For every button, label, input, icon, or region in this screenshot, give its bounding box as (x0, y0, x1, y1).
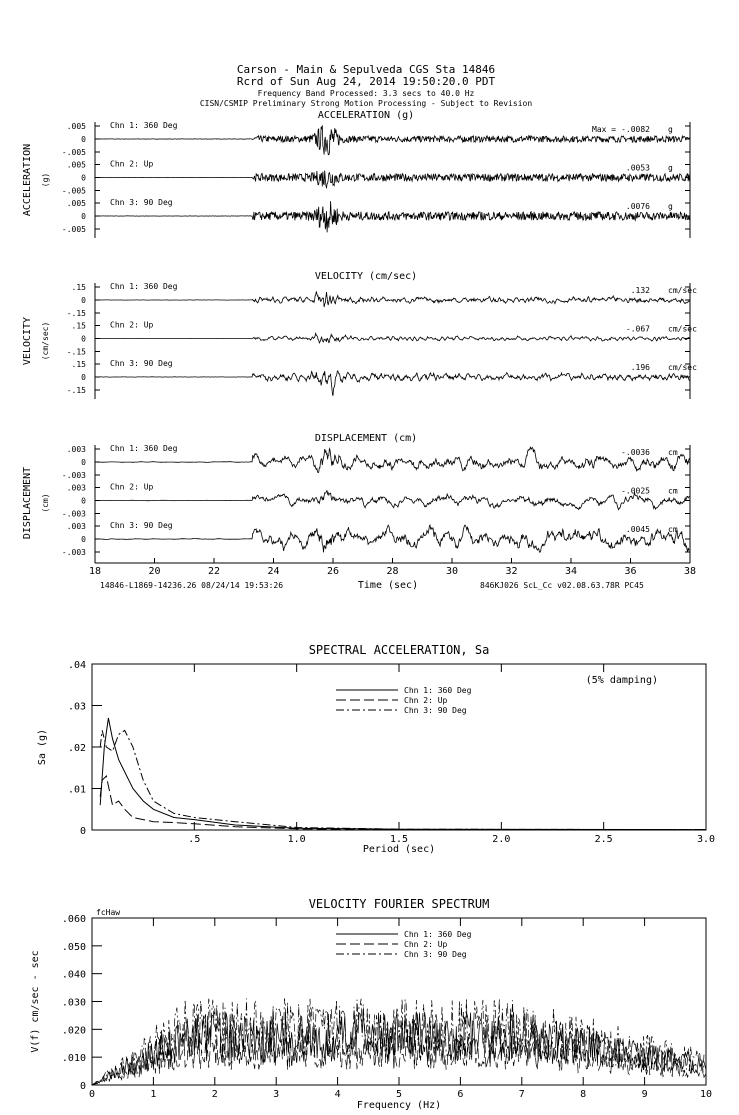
x-tick-label: 36 (624, 566, 637, 577)
y-tick-label: -.15 (66, 386, 86, 395)
y-tick-label: .005 (66, 122, 86, 131)
x-tick-label: 2.0 (492, 834, 511, 845)
x-tick-label: 30 (445, 566, 459, 577)
y-tick-label: .003 (66, 522, 86, 531)
y-tick-label: 0 (81, 212, 86, 221)
panel-title: VELOCITY (cm/sec) (314, 271, 418, 282)
header-station: Carson - Main & Sepulveda CGS Sta 14846 (236, 63, 496, 76)
time-axis-label: Time (sec) (357, 580, 419, 591)
y-axis-label: Sa (g) (37, 728, 48, 766)
y-tick-label: 0 (81, 535, 86, 544)
channel-label: Chn 3: 90 Deg (110, 359, 173, 368)
header-record-time: Rcrd of Sun Aug 24, 2014 19:50:20.0 PDT (236, 75, 496, 88)
y-tick-label: .15 (71, 283, 86, 292)
panel-title: DISPLACEMENT (cm) (314, 433, 418, 444)
panel-title: ACCELERATION (g) (317, 110, 415, 121)
max-unit: cm (668, 525, 678, 534)
channel-label: Chn 3: 90 Deg (110, 198, 173, 207)
y-tick-label: -.003 (61, 548, 86, 557)
y-tick-label: -.003 (61, 509, 86, 519)
x-tick-label: 6 (457, 1089, 464, 1100)
x-tick-label: 2 (211, 1089, 218, 1100)
x-tick-label: 8 (580, 1089, 587, 1100)
max-value: -.067 (625, 324, 650, 334)
y-tick-label: -.15 (66, 347, 86, 357)
x-tick-label: 32 (505, 566, 518, 577)
x-tick-label: 20 (148, 566, 161, 577)
plot-title: VELOCITY FOURIER SPECTRUM (308, 897, 490, 911)
x-tick-label: 1.0 (287, 834, 306, 845)
max-value: .0076 (625, 202, 650, 211)
legend-label: Chn 2: Up (404, 696, 448, 705)
trace-2-2 (95, 525, 689, 552)
channel-label: Chn 2: Up (110, 482, 154, 492)
y-tick-label: -.005 (61, 186, 86, 196)
x-tick-label: 9 (641, 1089, 648, 1100)
max-value: .196 (630, 363, 650, 372)
y-tick-label: 0 (79, 1081, 86, 1092)
panel-y-label: ACCELERATION (22, 143, 33, 217)
time-footer (100, 580, 644, 591)
max-unit: cm (668, 448, 678, 457)
max-unit: cm/sec (668, 324, 697, 334)
trace-2-0 (95, 447, 689, 472)
x-tick-label: 1.5 (389, 834, 409, 845)
y-tick-label: .030 (61, 997, 86, 1009)
y-tick-label: -.003 (61, 471, 86, 480)
y-tick-label: .15 (71, 360, 86, 369)
trace-1-2 (95, 371, 689, 396)
max-unit: g (668, 163, 673, 173)
y-tick-label: .02 (67, 743, 86, 754)
trace-0-1 (95, 171, 689, 189)
max-value: -.0025 (621, 486, 650, 496)
header-band: Frequency Band Processed: 3.3 secs to 40.0 Hz (257, 89, 475, 98)
max-unit: g (668, 202, 673, 211)
time-history-panel-2 (22, 433, 696, 577)
legend-label: Chn 3: 90 Deg (404, 950, 467, 959)
y-tick-label: .003 (66, 445, 86, 454)
record-header (200, 63, 533, 108)
max-value: .0053 (625, 163, 650, 173)
x-tick-label: 3 (273, 1089, 280, 1100)
legend-label: Chn 3: 90 Deg (404, 706, 467, 715)
max-unit: cm/sec (668, 363, 697, 372)
y-tick-label: 0 (81, 373, 86, 382)
x-tick-label: 10 (699, 1089, 713, 1100)
damping-note: (5% damping) (585, 675, 658, 686)
plot-title: SPECTRAL ACCELERATION, Sa (308, 643, 490, 657)
y-tick-label: -.005 (61, 225, 86, 234)
max-value: -.0082 (621, 125, 650, 134)
panel-y-label: VELOCITY (22, 316, 33, 366)
panel-y-label: DISPLACEMENT (22, 466, 33, 540)
max-value: -.0036 (621, 448, 650, 457)
fourier-curve-3 (92, 998, 706, 1085)
channel-label: Chn 1: 360 Deg (110, 282, 178, 291)
y-tick-label: 0 (81, 458, 86, 467)
x-tick-label: 4 (334, 1089, 341, 1100)
y-tick-label: .005 (66, 199, 86, 208)
channel-label: Chn 1: 360 Deg (110, 444, 178, 453)
max-value: .0045 (625, 525, 650, 534)
x-tick-label: 7 (518, 1089, 525, 1100)
legend-label: Chn 1: 360 Deg (404, 686, 472, 695)
x-tick-label: 28 (386, 566, 399, 577)
y-tick-label: .003 (66, 483, 86, 493)
y-tick-label: .005 (66, 160, 86, 170)
sa-curve-2 (100, 776, 706, 830)
x-tick-label: 26 (326, 566, 340, 577)
x-tick-label: 38 (683, 566, 697, 577)
x-tick-label: 3.0 (696, 834, 716, 845)
x-tick-label: 24 (267, 566, 280, 577)
y-tick-label: 0 (81, 496, 86, 506)
x-tick-label: .5 (188, 834, 201, 845)
max-unit: cm (668, 486, 678, 496)
y-tick-label: 0 (79, 826, 86, 837)
sa-curve-3 (100, 730, 706, 829)
channel-label: Chn 1: 360 Deg (110, 121, 178, 130)
corner-label: fcHaw (96, 908, 121, 917)
header-disclaimer: CISN/CSMIP Preliminary Strong Motion Processing - Subject to Revision (199, 99, 533, 108)
x-tick-label: 18 (88, 566, 102, 577)
time-history-panel-1 (22, 271, 697, 399)
x-tick-label: 22 (207, 566, 221, 577)
max-unit: cm/sec (668, 286, 697, 295)
channel-label: Chn 2: Up (110, 159, 154, 169)
channel-label: Chn 3: 90 Deg (110, 521, 173, 530)
footer-right: 846KJ026 ScL_Cc v02.08.63.78R PC45 (480, 581, 644, 590)
x-tick-label: 5 (395, 1089, 403, 1100)
trace-1-0 (95, 291, 689, 307)
y-tick-label: -.15 (66, 309, 86, 318)
x-tick-label: 34 (564, 566, 578, 577)
x-axis-label: Period (sec) (362, 844, 436, 855)
max-unit: g (668, 125, 673, 134)
y-tick-label: .15 (71, 321, 86, 331)
x-tick-label: 0 (88, 1089, 96, 1100)
panel-unit-label: (cm) (41, 493, 50, 513)
panel-unit-label: (g) (41, 172, 50, 188)
y-tick-label: .01 (67, 784, 86, 796)
y-tick-label: .020 (61, 1025, 86, 1037)
sa-curve-1 (100, 718, 706, 830)
time-history-panel-0 (22, 110, 690, 238)
footer-left: 14846-L1869-14236.26 08/24/14 19:53:26 (100, 581, 284, 590)
max-value: .132 (630, 286, 650, 295)
legend-label: Chn 1: 360 Deg (404, 930, 472, 939)
trace-2-1 (95, 491, 689, 510)
panel-unit-label: (cm/sec) (41, 321, 50, 361)
max-prefix: Max = (592, 125, 617, 134)
y-tick-label: .04 (67, 660, 86, 671)
y-tick-label: 0 (81, 296, 86, 305)
legend-label: Chn 2: Up (404, 940, 448, 949)
y-tick-label: -.005 (61, 148, 86, 157)
y-tick-label: .010 (61, 1053, 86, 1065)
y-tick-label: .040 (61, 969, 86, 981)
y-tick-label: 0 (81, 135, 86, 144)
plot-frame (92, 664, 706, 830)
x-axis-label: Frequency (Hz) (356, 1100, 442, 1111)
y-tick-label: 0 (81, 173, 86, 183)
y-tick-label: .03 (67, 701, 86, 713)
x-tick-label: 2.5 (594, 834, 613, 845)
x-tick-label: 1 (150, 1089, 157, 1100)
trace-0-2 (95, 201, 689, 232)
y-axis-label: V(f) cm/sec - sec (30, 950, 41, 1053)
y-tick-label: 0 (81, 334, 86, 344)
y-tick-label: .050 (61, 941, 86, 953)
y-tick-label: .060 (61, 914, 86, 925)
channel-label: Chn 2: Up (110, 320, 154, 330)
trace-1-1 (95, 333, 689, 343)
